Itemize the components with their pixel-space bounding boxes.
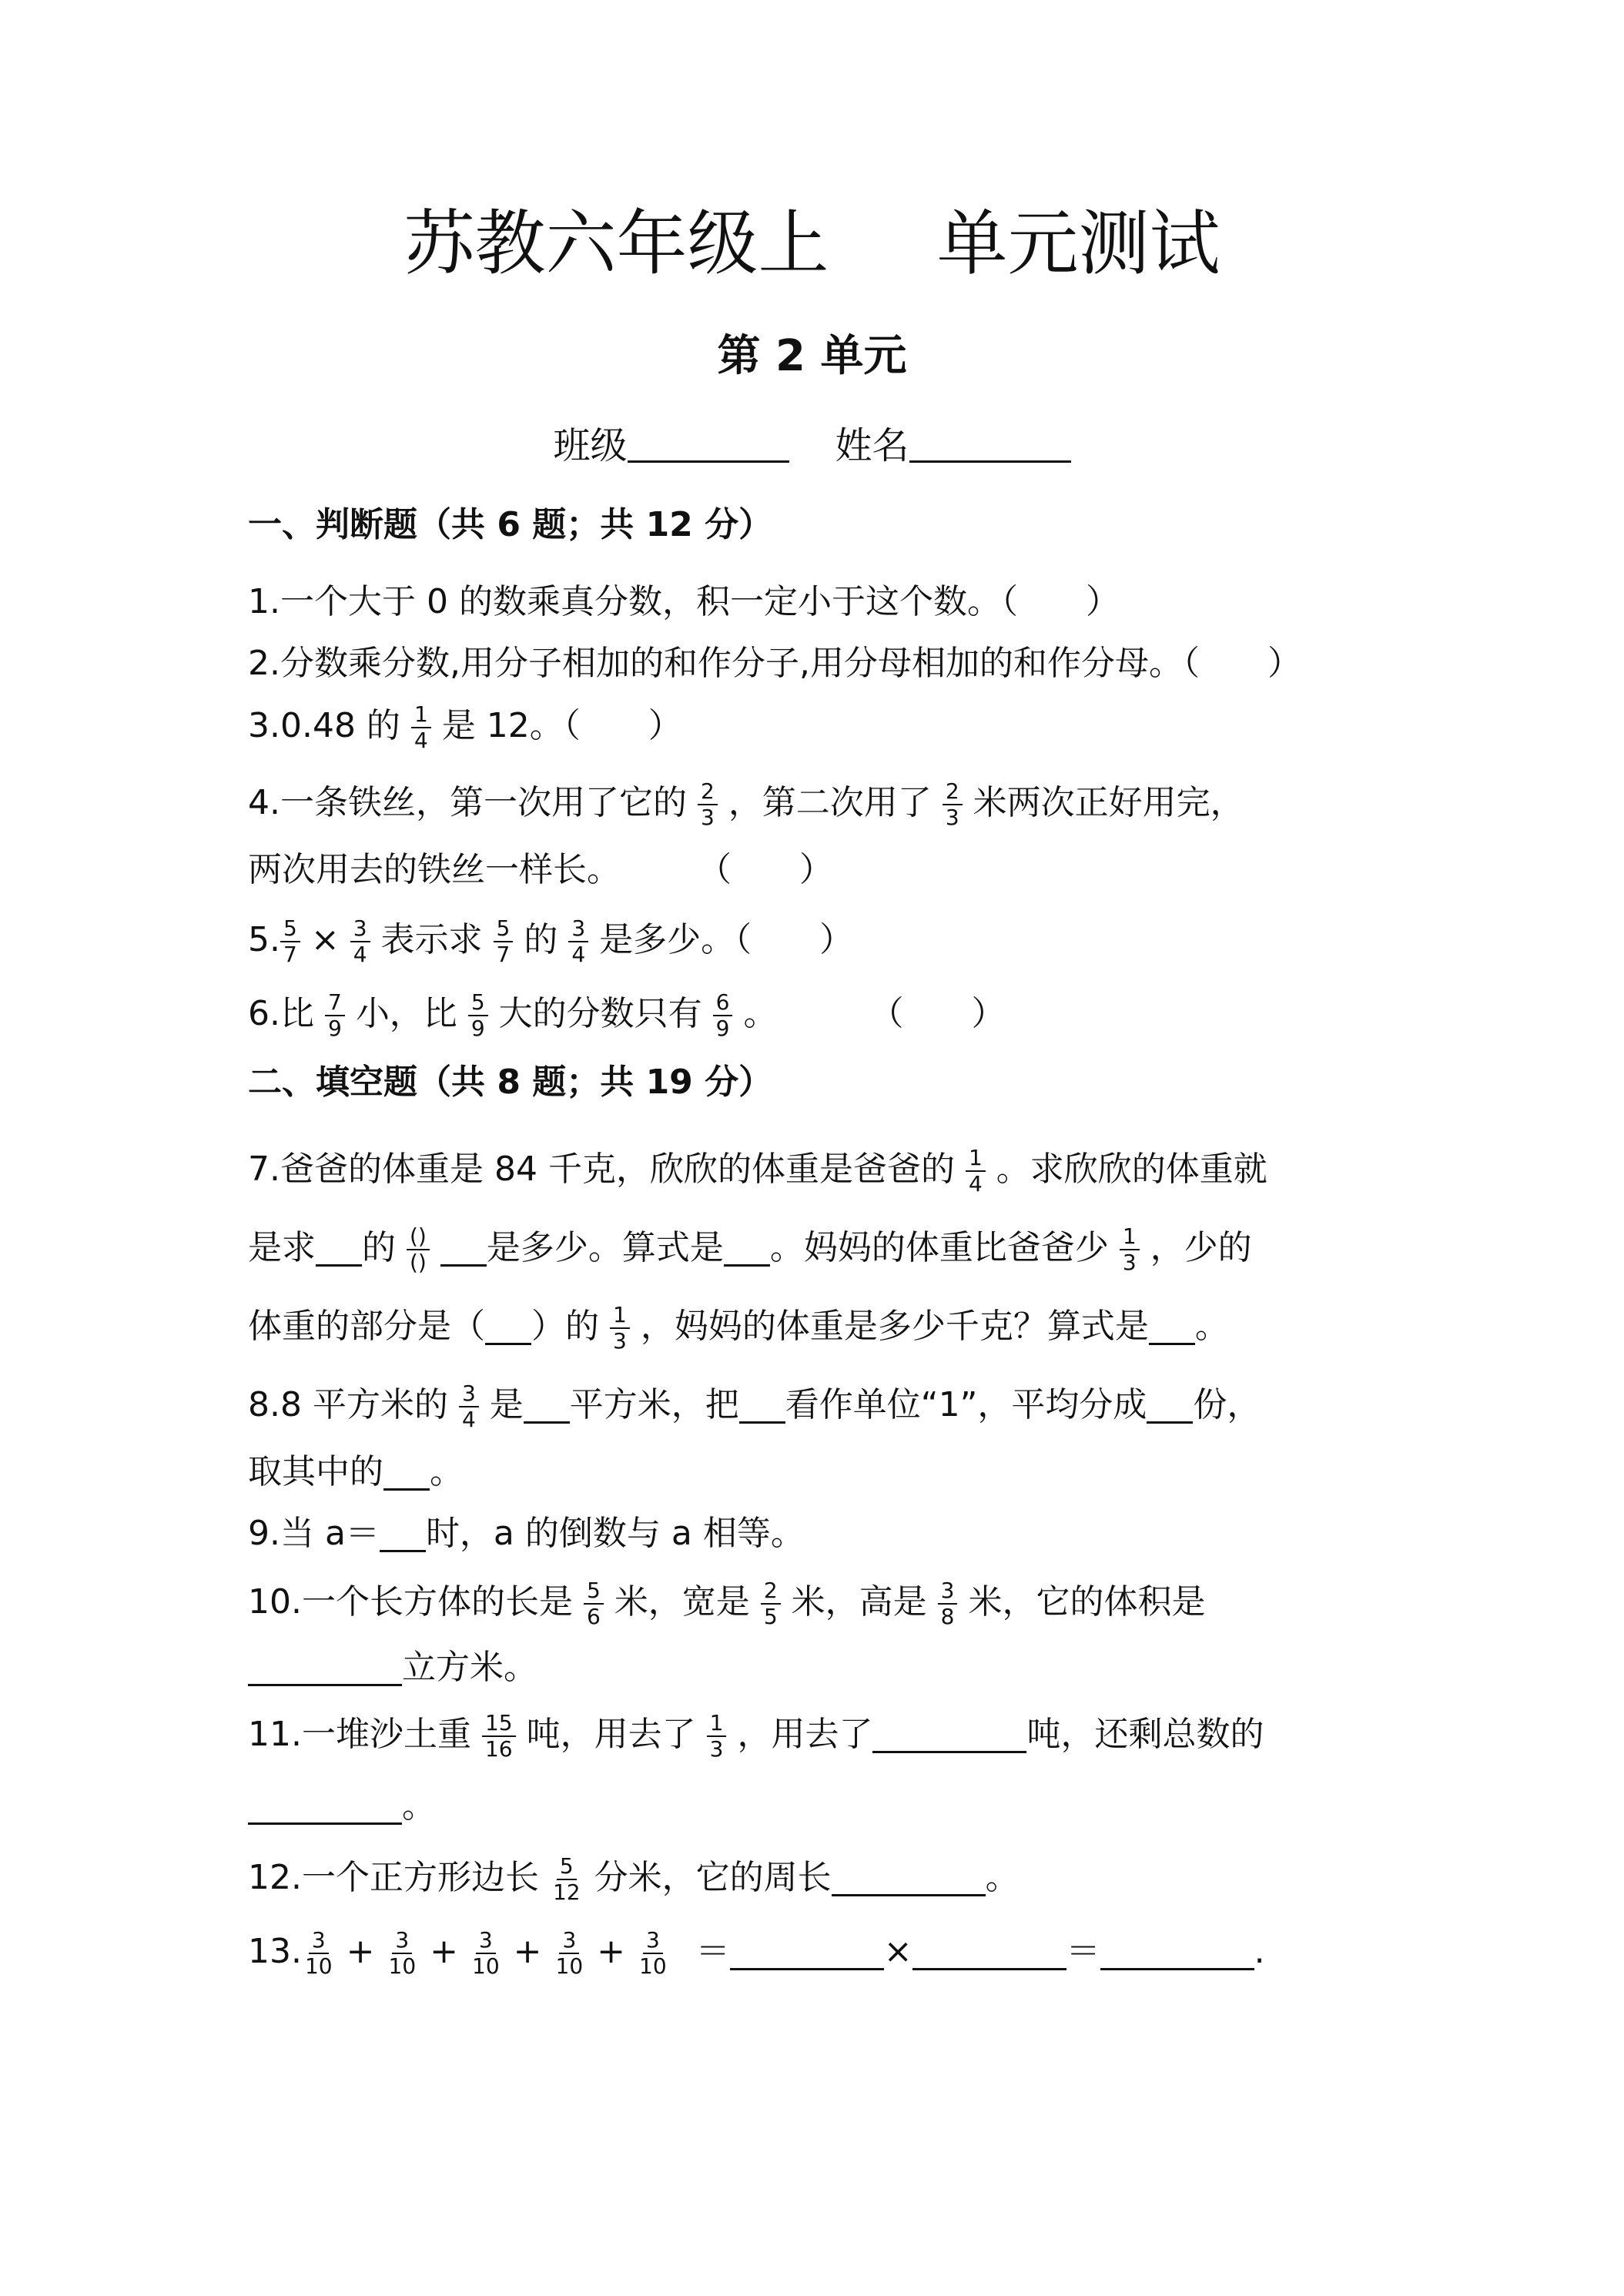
question-4: 4.一条铁丝，第一次用了它的 $\frac{2}{3}$ ，第二次用了 $\frac{2}{3}$ 米两次正好用完， [248,778,1244,830]
fraction: $\frac{3}{10}$ [555,1927,584,1979]
unit-subtitle: 第 2 单元 [717,331,907,381]
worksheet-title [0,202,1624,286]
fraction: $\frac{3}{10}$ [388,1927,417,1979]
student-info-line [0,422,1624,469]
question-10: 10.一个长方体的长是 $\frac{5}{6}$ 米，宽是 $\frac{2}{5}$ 米，高是 $\frac{3}{8}$ 米，它的体积是 [248,1578,1206,1629]
name-blank[interactable] [909,422,1071,463]
fraction: $\frac{1}{4}$ [966,1146,986,1197]
question-2: 2.分数乘分数,用分子相加的和作分子,用分母相加的和作分母。（ ） [248,644,1301,683]
answer-blank[interactable] [485,1307,531,1345]
question-1: 1.一个大于 0 的数乘真分数，积一定小于这个数。（ ） [248,582,1120,621]
question-10-line2: 立方米。 [248,1645,537,1691]
answer-blank[interactable] [724,1229,770,1267]
answer-blank[interactable] [440,1229,487,1267]
answer-blank[interactable] [524,1386,570,1424]
question-8-line2: 取其中的 。 [248,1452,464,1491]
question-7-line2: 是求 的 () () 是多少。算式是 。妈妈的体重比爸爸少 $\frac{1}{3}$ ，少的 [248,1223,1252,1275]
answer-blank[interactable] [1147,1386,1193,1424]
question-7: 7.爸爸的体重是 84 千克，欣欣的体重是爸爸的 $\frac{1}{4}$ 。求欣欣的体重就 [248,1145,1267,1197]
class-blank[interactable] [628,422,789,463]
name-label: 姓名 [835,424,909,467]
fraction: $\frac{7}{9}$ [325,990,345,1041]
fraction: $\frac{1}{3}$ [610,1303,630,1354]
question-11: 11.一堆沙土重 $\frac{15}{16}$ 吨，用去了 $\frac{1}{3}$ ，用去了 吨，还剩总数的 [248,1710,1264,1762]
answer-blank[interactable] [248,1648,402,1686]
question-8: 8.8 平方米的 $\frac{3}{4}$ 是 平方米，把 看作单位“1”，平均分成 份， [248,1381,1261,1432]
fraction: $\frac{3}{10}$ [639,1927,667,1979]
section2-heading: 二、填空题（共 8 题；共 19 分） [248,1063,773,1102]
fraction: $\frac{3}{4}$ [459,1381,479,1432]
fraction: $\frac{3}{4}$ [568,916,588,967]
fraction: $\frac{5}{6}$ [584,1578,604,1629]
fraction: $\frac{5}{7}$ [494,916,514,967]
fraction: $\frac{3}{10}$ [304,1927,333,1979]
answer-blank[interactable] [832,1859,986,1896]
answer-blank[interactable] [380,1514,426,1552]
section1-heading: 一、判断题（共 6 题；共 12 分） [248,505,773,544]
fraction: $\frac{1}{3}$ [707,1711,727,1762]
fraction: () () [407,1224,430,1275]
question-7-line3: 体重的部分是（ ）的 $\frac{1}{3}$ ，妈妈的体重是多少千克？算式是 。 [248,1302,1229,1354]
question-11-line2: 。 [248,1783,436,1829]
answer-blank[interactable] [383,1453,430,1491]
fraction: $\frac{5}{12}$ [552,1853,581,1905]
fraction: $\frac{5}{9}$ [468,990,488,1041]
title-right: 单元测试 [936,202,1221,285]
question-9: 9.当 a＝ 时，a 的倒数与 a 相等。 [248,1514,805,1553]
title-left: 苏教六年级上 [403,202,829,285]
answer-blank[interactable] [316,1229,362,1267]
question-12: 12.一个正方形边长 $\frac{5}{12}$ 分米，它的周长 。 [248,1853,1020,1905]
fraction: $\frac{2}{3}$ [943,779,963,830]
class-label: 班级 [553,424,628,467]
question-3: 3.0.48 的 $\frac{1}{4}$ 是 12。（ ） [248,701,682,753]
answer-blank[interactable] [912,1933,1066,1970]
fraction: $\frac{1}{3}$ [1120,1224,1140,1275]
question-13: 13. $\frac{3}{10}$ + $\frac{3}{10}$ + $\frac{3}{10}$ + $\frac{3}{10}$ + $\frac{3}{10}$ ＝ × ＝ . [248,1927,1265,1979]
answer-blank[interactable] [1100,1933,1254,1970]
answer-blank[interactable] [1149,1307,1195,1345]
answer-blank[interactable] [739,1386,785,1424]
fraction: $\frac{5}{7}$ [280,916,300,967]
answer-blank[interactable] [248,1787,402,1825]
fraction: $\frac{2}{3}$ [698,779,718,830]
fraction: $\frac{1}{4}$ [411,702,431,753]
fraction: $\frac{2}{5}$ [761,1578,781,1629]
fraction: $\frac{6}{9}$ [713,990,733,1041]
fraction: $\frac{3}{4}$ [350,916,370,967]
answer-blank[interactable] [730,1933,884,1970]
question-4-line2: 两次用去的铁丝一样长。 （ ） [248,850,833,889]
fraction: $\frac{3}{10}$ [472,1927,500,1979]
fraction: $\frac{15}{16}$ [482,1711,516,1762]
fraction: $\frac{3}{8}$ [938,1578,958,1629]
question-5: 5. $\frac{5}{7}$ × $\frac{3}{4}$ 表示求 $\frac{5}{7}$ 的 $\frac{3}{4}$ 是多少。（ ） [248,915,854,967]
question-6: 6.比 $\frac{7}{9}$ 小，比 $\frac{5}{9}$ 大的分数只有 $\frac{6}{9}$ 。 （ ） [248,989,1006,1041]
answer-blank[interactable] [872,1715,1026,1753]
